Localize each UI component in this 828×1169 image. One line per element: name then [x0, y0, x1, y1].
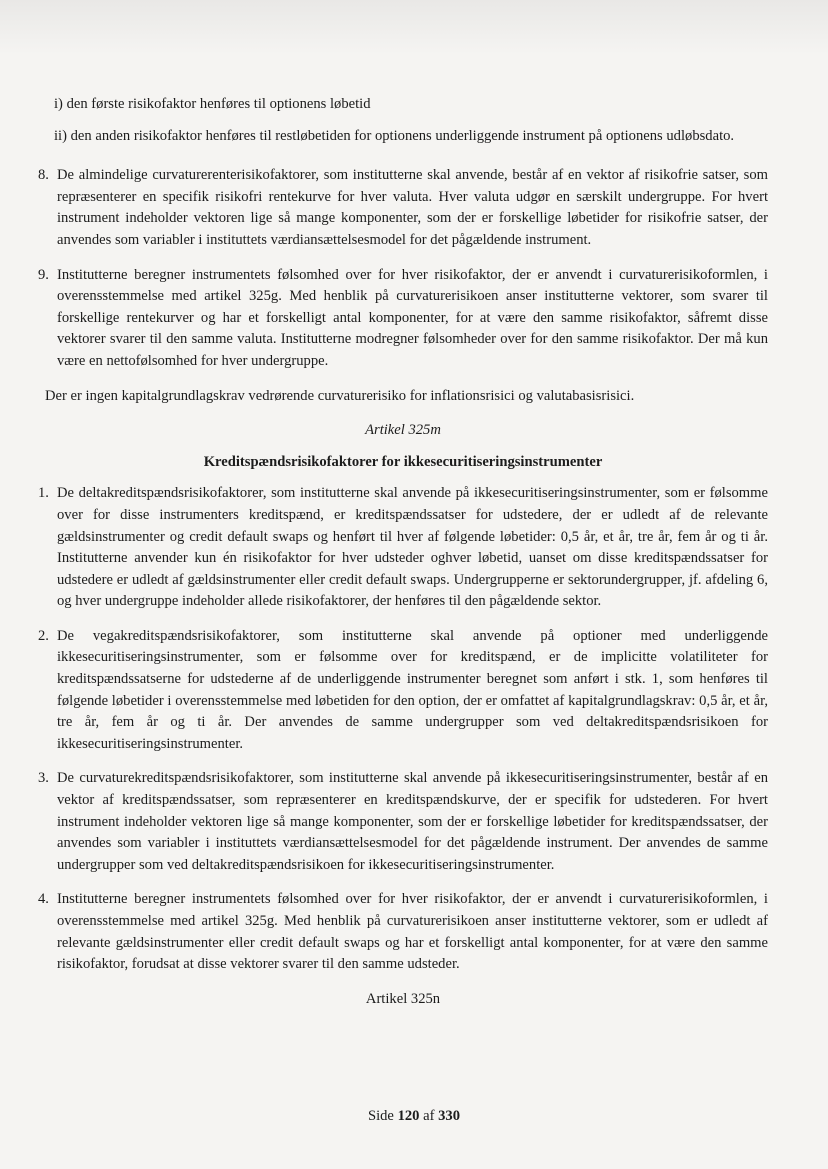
subitem-i: i) den første risikofaktor henføres til optionens løbetid [54, 96, 371, 112]
page-footer [0, 1108, 828, 1125]
footer-page-number: 120 [397, 1108, 420, 1124]
item-number: 4. [38, 891, 49, 908]
item-number: 1. [38, 485, 49, 502]
item-text: De vegakreditspændsrisikofaktorer, som institutterne skal anvende på optioner med underliggende ikkesecuritiseringsinstrumenter, som er følsomme over for kreditspænd, er de implicitte volatiliteter for kreditspændssatserne for udstederne af de underliggende instrumenter beregnet som anført i stk. 1, som henføres til følgende løbetider i overensstemmelse med løbetiden for den option, der er omfattet af kapitalgrundlagskrav: 0,5 år, et år, tre år, fem år og ti år. Der anvendes de samme undergrupper som ved deltakreditspændsrisikoen for ikkesecuritiseringsinstrumenter. [57, 627, 768, 752]
item-number: 8. [38, 167, 49, 184]
list-item [38, 626, 768, 756]
item-number: 9. [38, 266, 49, 283]
list-item [38, 265, 768, 373]
list-item [38, 768, 768, 876]
item-text: Institutterne beregner instrumentets følsomhed over for hver risikofaktor, der er anvendt i curvaturerisikoformlen, i overensstemmelse med artikel 325g. Med henblik på curvaturerisikoen anser institutterne vektorer, som er udledt af relevante gældsinstrumenter eller credit default swaps og har et forskelligt antal komponenter, for at være den samme risikofaktor, forudsat at disse vektorer svarer til den samme udsteder. [57, 891, 768, 973]
page-content [38, 94, 768, 1010]
list-item [38, 165, 768, 251]
item-text: De curvaturekreditspændsrisikofaktorer, som institutterne skal anvende på ikkesecuritiseringsinstrumenter, består af en vektor af kreditspændssatser, som repræsenterer en kreditspændskurve, der er specifik for udstederen. For hvert instrument indeholder vektoren lige så mange komponenter, som der er forskellige løbetider for kreditspændssatser, der anvendes som variabler i instituttets værdiansættelsesmodel for det pågældende instrument. Der anvendes de samme undergrupper som ved deltakreditspændsrisikoen for ikkesecuritiseringsinstrumenter. [57, 770, 768, 873]
item-text: De almindelige curvaturerenterisikofaktorer, som institutterne skal anvende, består af en vektor af risikofrie satser, som repræsenterer en specifik risikofri rentekurve for hver valuta. Hver valuta udgør en særskilt undergruppe. For hvert instrument indeholder vektoren lige så mange komponenter, som der er forskellige løbetider for risikofrie satser, der anvendes som variabler i instituttets værdiansættelsesmodel for det pågældende instrument. [57, 167, 768, 248]
next-article-title: Artikel 325n [365, 990, 441, 1007]
article-heading: Kreditspændsrisikofaktorer for ikkesecuritiseringsinstrumenter [203, 453, 603, 470]
article-title: Artikel 325m [365, 422, 441, 439]
footer-prefix: Side [367, 1108, 394, 1124]
list-item [38, 483, 768, 613]
item-number: 2. [38, 627, 49, 644]
list-item [38, 889, 768, 975]
item-number: 3. [38, 770, 49, 787]
subitem-ii: ii) den anden risikofaktor henføres til restløbetiden for optionens underliggende instrument på optionens udløbsdato. [54, 127, 735, 144]
plain-paragraph: Der er ingen kapitalgrundlagskrav vedrørende curvaturerisiko for inflationsrisici og valutabasisrisici. [45, 387, 635, 404]
footer-total-pages: 330 [438, 1108, 461, 1124]
scan-top-band [0, 0, 828, 55]
item-text: De deltakreditspændsrisikofaktorer, som institutterne skal anvende på ikkesecuritiseringsinstrumenter, som er følsomme over for disse instrumenters kreditspænd, er kreditspændssatser for udstedere, der er udledt af de relevante gældsinstrumenter og credit default swaps og henført til hver af følgende løbetider: 0,5 år, et år, tre år, fem år og ti år. Institutterne anvender kun én risikofaktor for hver udsteder oghver løbetid, uanset om disse kreditspændssatser for udstedere er udledt af gældsinstrumenter eller credit default swaps. Undergrupperne er sektorundergrupper, jf. afdeling 6, og hver undergruppe indeholder allede risikofaktorer, der henføres til den pågældende sektor. [57, 485, 768, 610]
footer-middle: af [423, 1108, 435, 1124]
item-text: Institutterne beregner instrumentets følsomhed over for hver risikofaktor, der er anvendt i curvaturerisikoformlen, i overensstemmelse med artikel 325g. Med henblik på curvaturerisikoen anser institutterne vektorer, som svarer til forskellige rentekurver og har et forskelligt antal komponenter, for at være den samme risikofaktor, såfremt disse vektorer svarer til den samme valuta. Institutterne modregner følsomheder over for den samme risikofaktor. Der må kun være en nettofølsomhed for hver undergruppe. [57, 266, 768, 369]
